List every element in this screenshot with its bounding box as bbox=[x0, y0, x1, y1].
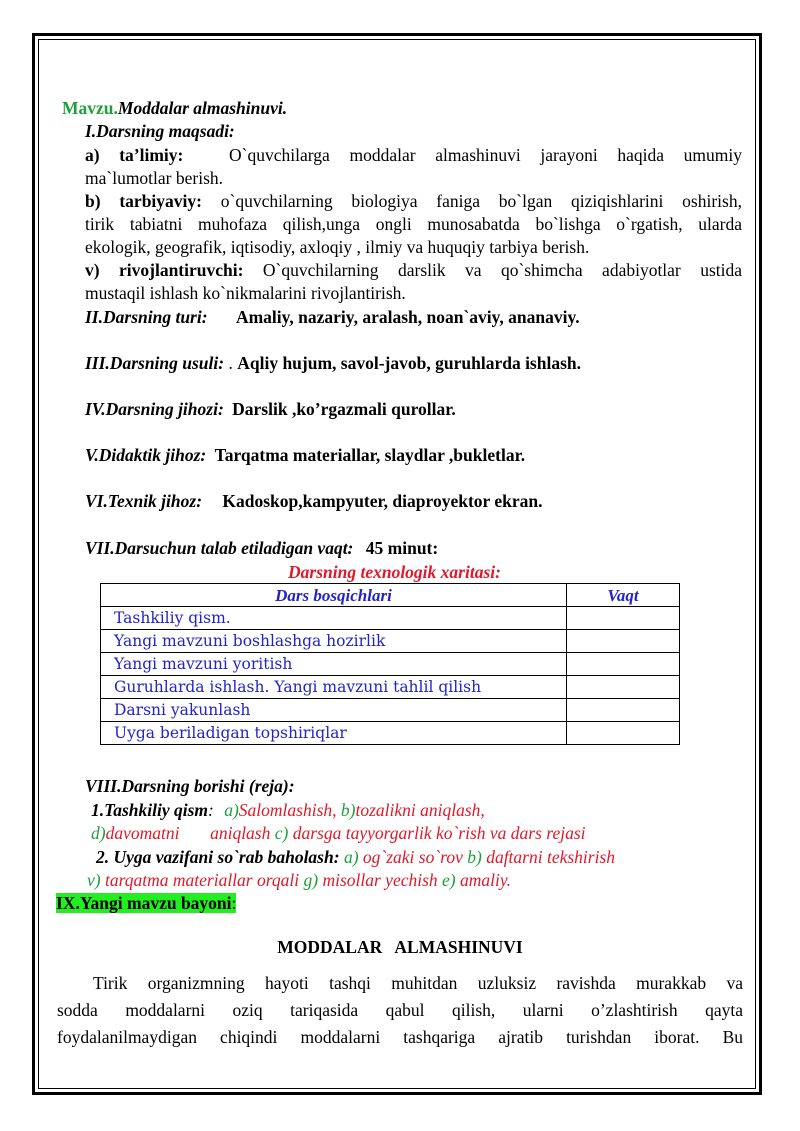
table-row bbox=[101, 676, 680, 699]
section-title: MODDALAR ALMASHINUVI bbox=[277, 937, 523, 957]
lesson-equipment-value: Darslik ,ko’rgazmali qurollar. bbox=[232, 399, 456, 419]
plan-handouts: tarqatma materiallar orqali bbox=[104, 870, 300, 890]
lesson-method-dot: . bbox=[228, 353, 233, 373]
time-cell bbox=[567, 607, 680, 630]
lesson-method-label: III.Darsning usuli: bbox=[85, 353, 225, 373]
plan-item-2-label: 2. Uyga vazifani so`rab baholash: bbox=[96, 847, 340, 867]
col-stage-header: Dars bosqichlari bbox=[101, 584, 567, 607]
time-cell bbox=[567, 699, 680, 722]
didactic-line bbox=[85, 444, 525, 467]
col-time-header: Vaqt bbox=[567, 584, 680, 607]
topic-label: Mavzu. bbox=[62, 98, 118, 118]
goal-a-line-1 bbox=[85, 144, 742, 168]
stage-cell: Tashkiliy qism. bbox=[101, 607, 567, 630]
goal-b-label: b) tarbiyaviy: bbox=[85, 191, 202, 211]
plan-notebook-check: daftarni tekshirish bbox=[486, 847, 616, 867]
tech-map-title: Darsning texnologik xaritasi: bbox=[288, 562, 501, 582]
plan-greeting: Salomlashish, bbox=[238, 800, 337, 820]
marker-a2: a) bbox=[343, 847, 359, 867]
plan-practical: amaliy. bbox=[460, 870, 512, 890]
goal-b-line-2: tirik tabiatni muhofaza qilish,unga ongli munosabatda bo`lishga o`rgatish, ularda bbox=[85, 214, 742, 234]
time-value: 45 minut: bbox=[365, 538, 439, 558]
time-cell bbox=[567, 653, 680, 676]
plan-item-1-line-1 bbox=[91, 799, 485, 822]
marker-g2: g) bbox=[303, 870, 319, 890]
new-topic-heading-colon: : bbox=[231, 893, 237, 913]
plan-item-1-line-2 bbox=[91, 822, 586, 845]
goals-heading: I.Darsning maqsadi: bbox=[85, 121, 235, 141]
goal-v-line-2: mustaqil ishlash ko`nikmalarini rivojlantirish. bbox=[85, 283, 406, 303]
marker-b2: b) bbox=[467, 847, 482, 867]
goal-a-text-1: O`quvchilarga moddalar almashinuvi jarayoni haqida umumiy bbox=[229, 145, 743, 165]
time-cell bbox=[567, 676, 680, 699]
goal-b-text-1: o`quvchilarning biologiya faniga bo`lgan qiziqishlarini oshirish, bbox=[220, 191, 742, 211]
plan-item-1-label: 1.Tashkiliy qism bbox=[91, 800, 209, 820]
goal-a-label: a) ta’limiy: bbox=[85, 145, 184, 165]
didactic-value: Tarqatma materiallar, slaydlar ,bukletlar. bbox=[214, 445, 526, 465]
body-line-2: sodda moddalarni oziq tariqasida qabul qilish, ularni o’zlashtirish qayta bbox=[57, 1000, 743, 1020]
tech-map-header-row bbox=[101, 584, 680, 607]
lesson-equipment-line bbox=[85, 398, 456, 421]
marker-d: d) bbox=[91, 823, 106, 843]
goal-b-line-1 bbox=[85, 190, 742, 214]
goal-a-line-2: ma`lumotlar berish. bbox=[85, 168, 224, 188]
goal-v-label: v) rivojlantiruvchi: bbox=[85, 260, 244, 280]
marker-c: c) bbox=[274, 823, 289, 843]
goal-b-line-3: ekologik, geografik, iqtisodiy, axloqiy , ilmiy va huquqiy tarbiya berish. bbox=[85, 237, 590, 257]
body-line-1: Tirik organizmning hayoti tashqi muhitdan uzluksiz ravishda murakkab va bbox=[93, 973, 743, 993]
table-row bbox=[101, 722, 680, 745]
technical-value: Kadoskop,kampyuter, diaproyektor ekran. bbox=[222, 491, 543, 511]
plan-item-2-line-2 bbox=[87, 869, 511, 892]
stage-cell: Uyga beriladigan topshiriqlar bbox=[101, 722, 567, 745]
plan-preparation: darsga tayyorgarlik ko`rish va dars rejasi bbox=[292, 823, 586, 843]
plan-cleanliness: tozalikni aniqlash, bbox=[355, 800, 485, 820]
new-topic-heading bbox=[56, 892, 236, 915]
table-row bbox=[101, 699, 680, 722]
didactic-label: V.Didaktik jihoz: bbox=[85, 445, 207, 465]
lesson-method-line bbox=[85, 352, 581, 375]
time-label: VII.Darsuchun talab etiladigan vaqt: bbox=[85, 538, 354, 558]
technical-line bbox=[85, 490, 543, 513]
tech-map-table bbox=[100, 583, 680, 745]
marker-e2: e) bbox=[442, 870, 456, 890]
new-topic-heading-text: IX.Yangi mavzu bayoni bbox=[56, 893, 232, 913]
technical-label: VI.Texnik jihoz: bbox=[85, 491, 203, 511]
topic-line bbox=[62, 97, 287, 120]
marker-b: b) bbox=[340, 800, 356, 820]
stage-cell: Darsni yakunlash bbox=[101, 699, 567, 722]
plan-solve-examples: misollar yechish bbox=[322, 870, 438, 890]
lesson-type-label: II.Darsning turi: bbox=[85, 307, 208, 327]
goal-v-text-1: O`quvchilarning darslik va qo`shimcha adabiyotlar ustida bbox=[262, 260, 742, 280]
lesson-equipment-label: IV.Darsning jihozi: bbox=[85, 399, 224, 419]
lesson-type-value: Amaliy, nazariy, aralash, noan`aviy, ananaviy. bbox=[235, 307, 580, 327]
time-cell bbox=[567, 630, 680, 653]
plan-oral-quiz: og`zaki so`rov bbox=[362, 847, 463, 867]
time-cell bbox=[567, 722, 680, 745]
table-row bbox=[101, 630, 680, 653]
table-row bbox=[101, 607, 680, 630]
time-line bbox=[85, 537, 438, 560]
stage-cell: Yangi mavzuni boshlashga hozirlik bbox=[101, 630, 567, 653]
plan-item-1-colon: : bbox=[208, 800, 214, 820]
lesson-method-value: Aqliy hujum, savol-javob, guruhlarda ishlash. bbox=[237, 353, 582, 373]
stage-cell: Guruhlarda ishlash. Yangi mavzuni tahlil qilish bbox=[101, 676, 567, 699]
table-row bbox=[101, 653, 680, 676]
topic-title: Moddalar almashinuvi. bbox=[117, 98, 288, 118]
marker-v2: v) bbox=[87, 870, 101, 890]
plan-heading: VIII.Darsning borishi (reja): bbox=[85, 776, 295, 796]
plan-item-2-line-1 bbox=[96, 846, 615, 869]
stage-cell: Yangi mavzuni yoritish bbox=[101, 653, 567, 676]
goal-v-line-1 bbox=[85, 259, 742, 283]
body-line-3: foydalanilmaydigan chiqindi moddalarni tashqariga ajratib turishdan iborat. Bu bbox=[57, 1027, 743, 1047]
plan-attendance: davomatni aniqlash bbox=[105, 823, 271, 843]
lesson-type-line bbox=[85, 306, 580, 329]
marker-a: a) bbox=[224, 800, 239, 820]
